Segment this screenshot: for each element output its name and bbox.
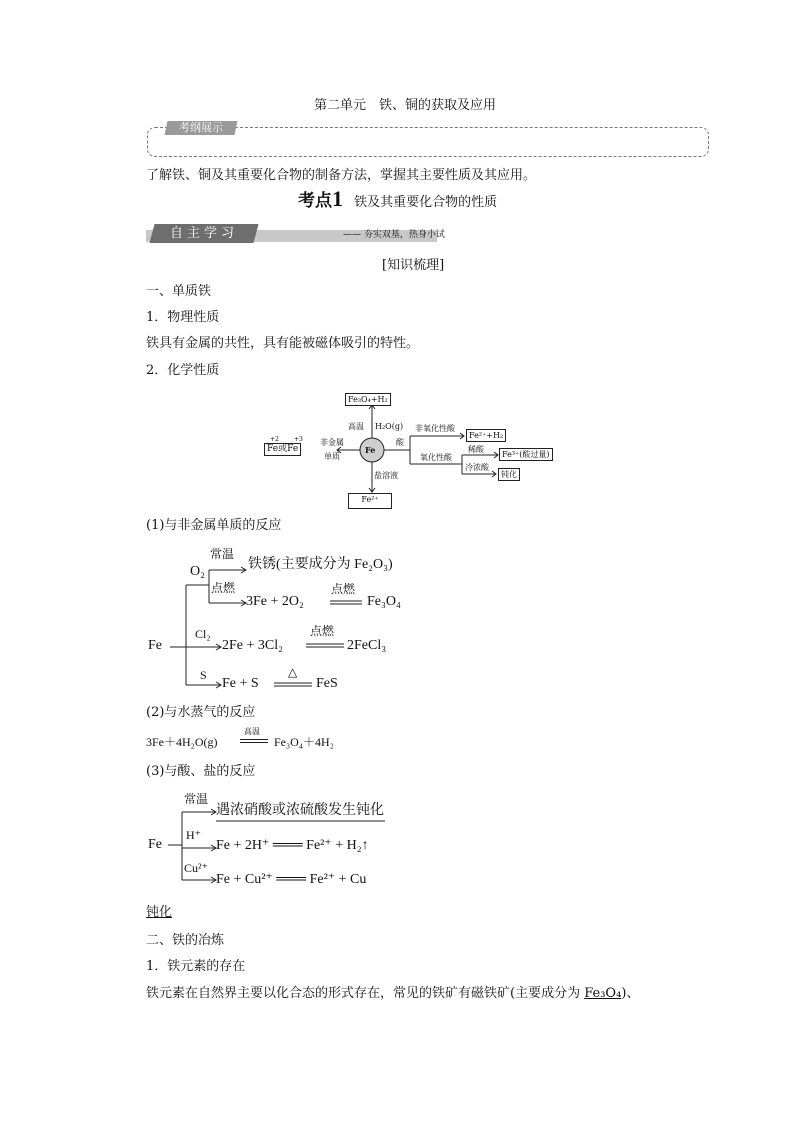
scheme-1-eq-cl-left: 2Fe + 3Cl₂ (222, 638, 284, 653)
section-heading-2: 二、铁的冶炼 (146, 933, 225, 948)
diagram-conc-box: 钝化 (498, 468, 520, 481)
scheme-3-cu: Cu²⁺ (184, 861, 208, 875)
kaodian-heading (298, 186, 497, 212)
diagram-left-ox2: +3 (294, 436, 303, 443)
subheading-physical: 1．物理性质 (146, 310, 220, 325)
banner-slogan: —— 夯实双基，热身小试 (343, 230, 445, 240)
diagram-left-cond1: 非金属 (320, 438, 344, 447)
para-steam: (2)与水蒸气的反应 (146, 705, 256, 720)
scheme-1-rust: 铁锈(主要成分为 Fe₂O₃) (248, 557, 393, 572)
scheme-3-eq-salt: Fe + Cu²⁺ ═══ Fe²⁺ + Cu (216, 872, 367, 887)
steam-eq-line-2 (240, 742, 268, 743)
page-title: 第二单元 铁、铜的获取及应用 (314, 98, 497, 113)
kaodian-title: 铁及其重要化合物的性质 (354, 195, 498, 210)
existence-text-b: )、 (621, 986, 640, 1001)
kaodian-prefix: 考点 (298, 191, 332, 211)
diagram-left-box: Fe或Fe (264, 443, 301, 456)
diagram-right-cond: 酸 (396, 438, 404, 447)
section-heading-1: 一、单质铁 (146, 284, 212, 299)
steam-right: Fe₃O₄＋4H₂ (274, 735, 334, 749)
scheme-3-eq-acid: Fe + 2H⁺ ═══ Fe²⁺ + H₂↑ (216, 838, 369, 853)
knowledge-label: [知识梳理] (382, 258, 445, 273)
diagram-center: Fe (365, 445, 376, 455)
fe-diagram (262, 388, 562, 512)
diagram-dilute-box: Fe³⁺(酸过量) (499, 448, 553, 461)
subheading-existence: 1．铁元素的存在 (146, 959, 246, 974)
existence-text-a: 铁元素在自然界主要以化合态的形式存在，常见的铁矿有磁铁矿(主要成分为 (146, 986, 585, 1001)
para-acid-salt: (3)与酸、盐的反应 (146, 764, 256, 779)
outline-text: 了解铁、铜及其重要化合物的制备方法，掌握其主要性质及其应用。 (146, 168, 537, 183)
answer-passivation: 钝化 (146, 905, 173, 920)
scheme-1-cond-normal: 常温 (210, 547, 235, 561)
para-nonmetal: (1)与非金属单质的反应 (146, 518, 282, 533)
diagram-ox-label: 氧化性酸 (420, 453, 452, 462)
reaction-scheme-1 (148, 545, 448, 695)
kaodian-number: 1 (332, 186, 343, 211)
diagram-conc-label: 冷浓酸 (465, 463, 489, 472)
diagram-top-cond1: 高温 (348, 422, 364, 431)
scheme-1-ignite-3: 点燃 (310, 624, 335, 638)
scheme-1-fe: Fe (148, 638, 162, 653)
reaction-scheme-3 (148, 788, 428, 894)
diagram-nonox-label: 非氧化性酸 (415, 424, 455, 433)
scheme-1-cl2: Cl₂ (195, 627, 211, 641)
existence-answer: Fe₃O₄ (584, 986, 622, 1001)
scheme-3-cond-normal: 常温 (184, 792, 209, 806)
diagram-nonox-box: Fe²⁺+H₂ (466, 429, 506, 442)
steam-left: 3Fe＋4H₂O(g) (146, 735, 218, 749)
scheme-1-s: S (200, 668, 207, 682)
reaction-steam (146, 726, 406, 754)
scheme-1-eq-cl-right: 2FeCl₃ (347, 638, 387, 653)
diagram-bottom-box: Fe²⁺ (348, 493, 392, 509)
scheme-1-eq-s-left: Fe + S (222, 676, 259, 691)
physical-text: 铁具有金属的共性，具有能被磁体吸引的特性。 (146, 336, 420, 351)
diagram-top-box: Fe₃O₄+H₂ (345, 393, 391, 406)
scheme-1-heat: △ (288, 665, 298, 679)
diagram-left-cond2: 单质 (324, 452, 340, 461)
steam-eq-line-1 (240, 739, 268, 740)
scheme-1-eq-s-right: FeS (316, 676, 338, 691)
scheme-1-ignite-1: 点燃 (211, 581, 236, 595)
scheme-1-eq-o2-right: Fe₃O₄ (367, 594, 401, 609)
diagram-top-cond2: H₂O(g) (375, 422, 404, 431)
diagram-left-ox1: +2 (270, 436, 279, 443)
scheme-3-passivation: 遇浓硝酸或浓硫酸发生钝化 (216, 803, 384, 818)
outline-tag: 考纲展示 (165, 121, 238, 135)
scheme-1-eq-o2-left: 3Fe + 2O₂ (246, 594, 304, 609)
scheme-3-fe: Fe (148, 837, 162, 852)
diagram-bottom-cond: 盐溶液 (374, 471, 398, 480)
self-study-banner: 自主学习 (149, 224, 258, 243)
scheme-1-ignite-2: 点燃 (331, 582, 356, 596)
existence-text (146, 985, 639, 1003)
steam-cond: 高温 (244, 727, 260, 736)
scheme-1-o2: O₂ (190, 564, 205, 579)
scheme-3-h: H⁺ (186, 828, 201, 842)
subheading-chemical: 2．化学性质 (146, 363, 220, 378)
diagram-dilute-label: 稀酸 (468, 445, 484, 454)
